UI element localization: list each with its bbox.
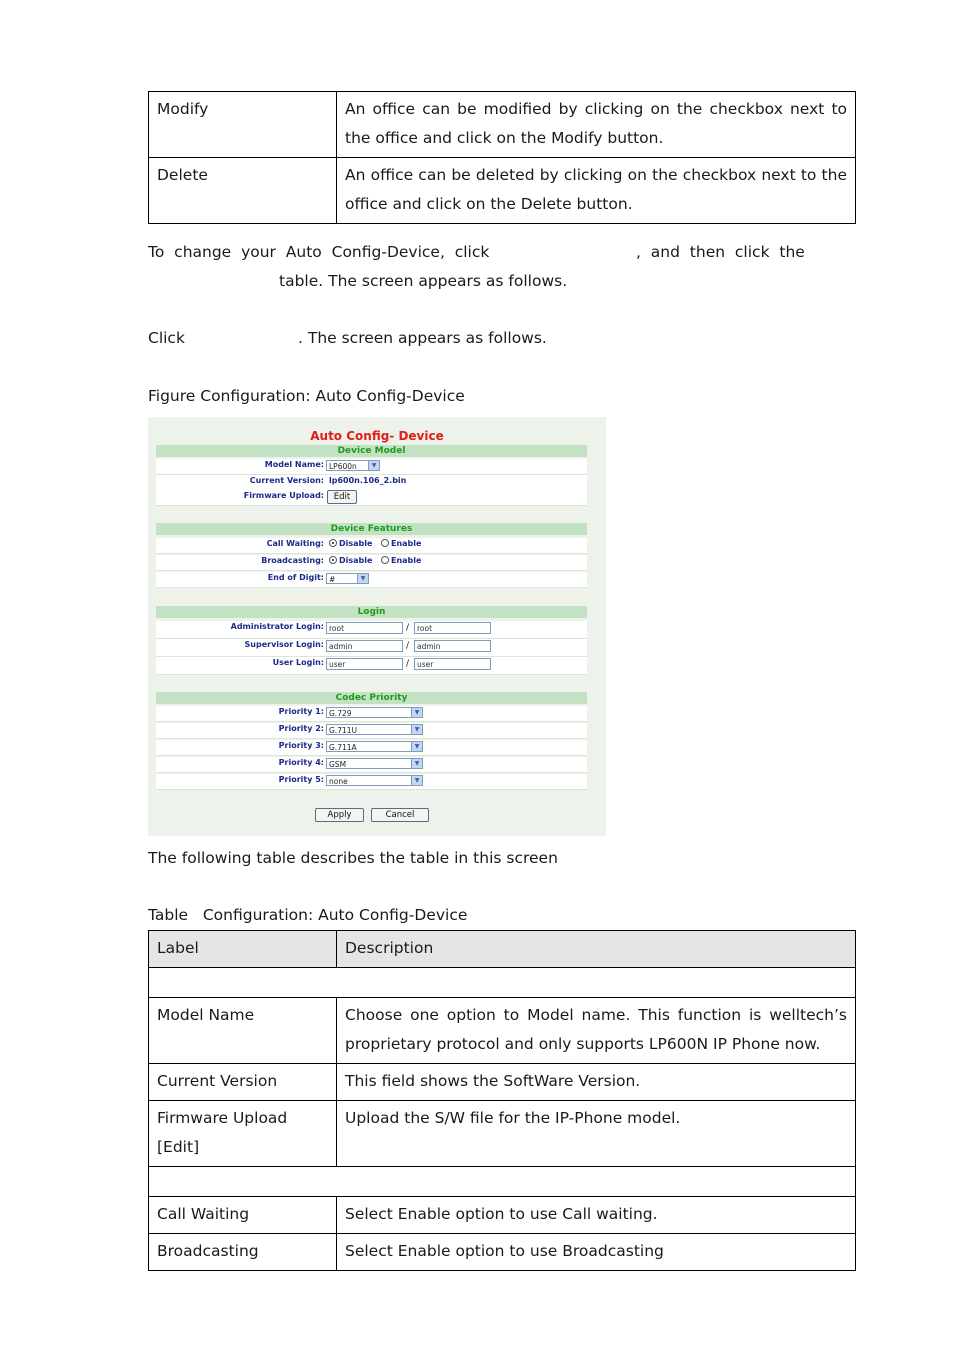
table-cell-description: Choose one option to Model name. This function is welltech’s proprietary protocol and only supports LP600N IP Phone now.	[337, 998, 856, 1064]
table-cell-description: This field shows the SoftWare Version.	[337, 1064, 856, 1101]
field-label: Broadcasting:	[261, 556, 324, 565]
paragraph-line: Click	[148, 329, 185, 347]
table-row	[149, 92, 856, 158]
field-label: Priority 1:	[278, 707, 324, 716]
table-row-empty	[149, 1167, 856, 1197]
form-row-model-name	[156, 459, 587, 475]
form-row-end-of-digit	[156, 572, 587, 588]
supervisor-password-input[interactable]: admin	[414, 640, 491, 652]
call-waiting-enable-radio[interactable]	[381, 539, 421, 548]
form-row-firmware-upload	[156, 490, 587, 506]
form-row-call-waiting	[156, 538, 587, 554]
separator-slash: /	[406, 641, 410, 651]
field-label: Priority 3:	[278, 741, 324, 750]
select-value: LP600n	[329, 462, 357, 471]
priority-2-select[interactable]	[326, 724, 423, 735]
radio-checked-icon	[329, 539, 337, 547]
form-row-priority	[156, 723, 587, 739]
screenshot-title: Auto Config- Device	[310, 429, 444, 443]
chevron-down-icon: ▼	[368, 461, 379, 470]
table-cell-description: Upload the S/W file for the IP-Phone model.	[337, 1101, 856, 1167]
table-row-empty	[149, 968, 856, 998]
table-cell-description: Select Enable option to use Broadcasting	[337, 1234, 856, 1271]
field-label: User Login:	[272, 658, 324, 667]
select-value: #	[329, 575, 336, 584]
select-value: GSM	[329, 760, 347, 769]
field-label: Supervisor Login:	[244, 640, 324, 649]
table-row	[149, 1101, 856, 1167]
table-row	[149, 1064, 856, 1101]
configuration-description-table	[148, 930, 856, 1271]
radio-label: Enable	[391, 539, 422, 548]
section-header-codec-priority: Codec Priority	[156, 692, 587, 704]
chevron-down-icon: ▼	[411, 742, 422, 751]
apply-button[interactable]: Apply	[315, 808, 364, 822]
empty-cell	[149, 968, 856, 998]
table-row	[149, 158, 856, 224]
section-header-device-features: Device Features	[156, 523, 587, 535]
priority-4-select[interactable]	[326, 758, 423, 769]
admin-username-input[interactable]: root	[326, 622, 403, 634]
table-caption: Table Configuration: Auto Config-Device	[148, 906, 468, 924]
select-value: none	[329, 777, 348, 786]
field-label: Current Version:	[249, 476, 324, 485]
broadcasting-disable-radio[interactable]	[329, 556, 372, 565]
table-cell-description: Select Enable option to use Call waiting.	[337, 1197, 856, 1234]
select-value: G.729	[329, 709, 352, 718]
field-label: Priority 2:	[278, 724, 324, 733]
table-row	[149, 998, 856, 1064]
form-row-user-login	[156, 657, 587, 675]
user-password-input[interactable]: user	[414, 658, 491, 670]
table-cell-description: An office can be deleted by clicking on the checkbox next to the office and click on the Delete button.	[337, 158, 856, 224]
chevron-down-icon: ▼	[411, 759, 422, 768]
chevron-down-icon: ▼	[411, 776, 422, 785]
form-row-broadcasting	[156, 555, 587, 571]
column-header-label: Label	[149, 931, 337, 968]
table-cell-label: Broadcasting	[149, 1234, 337, 1271]
table-cell-label: Current Version	[149, 1064, 337, 1101]
empty-cell	[149, 1167, 856, 1197]
table-cell-label: Modify	[149, 92, 337, 158]
figure-caption: Figure Configuration: Auto Config-Device	[148, 387, 465, 405]
chevron-down-icon: ▼	[411, 725, 422, 734]
table-cell-label: Firmware Upload [Edit]	[149, 1101, 337, 1167]
section-header-login: Login	[156, 606, 587, 618]
paragraph-line: , and then click the	[636, 243, 805, 261]
paragraph-line: . The screen appears as follows.	[298, 329, 547, 347]
radio-label: Enable	[391, 556, 422, 565]
form-row-priority	[156, 706, 587, 722]
field-label: Priority 5:	[278, 775, 324, 784]
model-name-select[interactable]	[326, 460, 380, 471]
table-cell-label: Model Name	[149, 998, 337, 1064]
auto-config-device-screenshot	[148, 417, 606, 836]
edit-button[interactable]: Edit	[327, 490, 357, 504]
table-row	[149, 1197, 856, 1234]
current-version-value: lp600n.106_2.bin	[329, 476, 407, 485]
paragraph-line: The following table describes the table in this screen	[148, 849, 558, 867]
radio-unchecked-icon	[381, 539, 389, 547]
table-row	[149, 1234, 856, 1271]
priority-5-select[interactable]	[326, 775, 423, 786]
select-value: G.711U	[329, 726, 358, 735]
supervisor-username-input[interactable]: admin	[326, 640, 403, 652]
form-row-current-version	[156, 475, 587, 491]
broadcasting-enable-radio[interactable]	[381, 556, 421, 565]
form-row-priority	[156, 757, 587, 773]
chevron-down-icon: ▼	[357, 574, 368, 583]
separator-slash: /	[406, 623, 410, 633]
radio-checked-icon	[329, 556, 337, 564]
field-label: Priority 4:	[278, 758, 324, 767]
table-cell-label: Call Waiting	[149, 1197, 337, 1234]
paragraph-line: To change your Auto Config-Device, click	[148, 243, 490, 261]
field-label: Model Name:	[264, 460, 324, 469]
select-value: G.711A	[329, 743, 357, 752]
field-label: End of Digit:	[267, 573, 324, 582]
radio-label: Disable	[339, 556, 373, 565]
call-waiting-disable-radio[interactable]	[329, 539, 372, 548]
field-label: Firmware Upload:	[243, 491, 324, 500]
form-row-admin-login	[156, 621, 587, 639]
radio-label: Disable	[339, 539, 373, 548]
field-label: Administrator Login:	[230, 622, 324, 631]
field-label: Call Waiting:	[266, 539, 324, 548]
admin-password-input[interactable]: root	[414, 622, 491, 634]
form-row-supervisor-login	[156, 639, 587, 657]
column-header-description: Description	[337, 931, 856, 968]
table-cell-description: An office can be modified by clicking on the checkbox next to the office and click on the Modify button.	[337, 92, 856, 158]
end-of-digit-select[interactable]	[326, 573, 369, 584]
table-header-row	[149, 931, 856, 968]
radio-unchecked-icon	[381, 556, 389, 564]
form-row-priority	[156, 740, 587, 756]
cancel-button[interactable]: Cancel	[371, 808, 429, 822]
section-header-device-model: Device Model	[156, 445, 587, 457]
chevron-down-icon: ▼	[411, 708, 422, 717]
paragraph-line: table. The screen appears as follows.	[279, 272, 568, 290]
user-username-input[interactable]: user	[326, 658, 403, 670]
form-row-priority	[156, 774, 587, 790]
top-description-table	[148, 91, 856, 224]
priority-1-select[interactable]	[326, 707, 423, 718]
table-cell-label: Delete	[149, 158, 337, 224]
priority-3-select[interactable]	[326, 741, 423, 752]
separator-slash: /	[406, 659, 410, 669]
